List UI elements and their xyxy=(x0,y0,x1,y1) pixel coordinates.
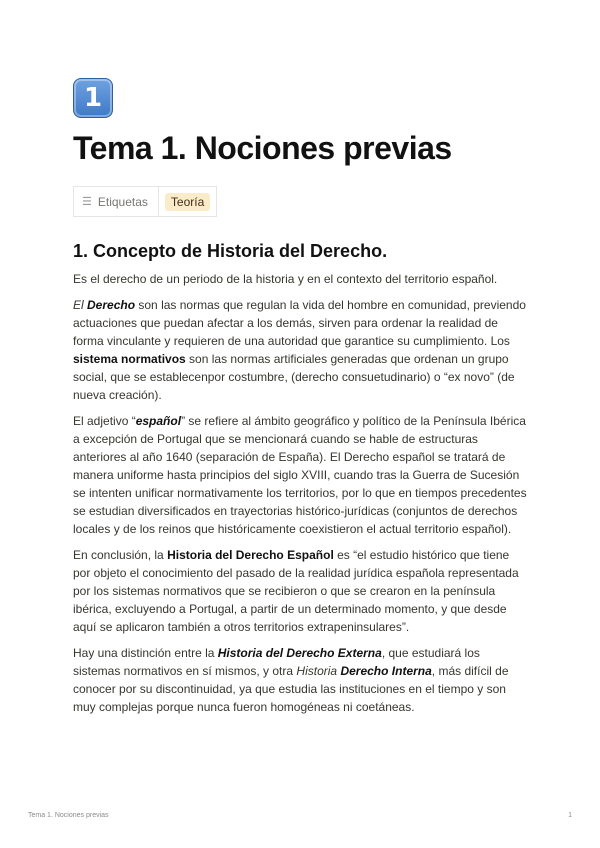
text-run: En conclusión, la xyxy=(73,548,168,562)
list-icon: ☰ xyxy=(82,196,92,208)
keycap-one-icon xyxy=(73,78,113,118)
text-run: El xyxy=(73,298,88,312)
property-label xyxy=(74,187,159,216)
text-run: , más difícil de conocer por su discontinuidad, ya que estudia las instituciones en el tiempo y son muy complejas porque nunca fueron homogéneas ni coetáneas. xyxy=(73,664,509,714)
emphasis-espanol: español xyxy=(135,414,182,428)
emphasis-derecho-interna: Derecho Interna xyxy=(340,664,432,678)
properties-row xyxy=(73,186,217,217)
text-run: Hay una distinción entre la xyxy=(73,646,218,660)
page-icon-glyph: 1 xyxy=(83,83,103,113)
page-content xyxy=(73,78,528,716)
text-run: es “el estudio histórico que tiene por objeto el conocimiento del pasado de la realidad jurídica española representada por los sistemas normativos que se recibieron o que se crearon en la península ibérica, excluyendo a Portugal, a partir de un determinado momento, y que desde aquí se aplicaron también a otros territorios extrapeninsulares”. xyxy=(73,548,519,634)
text-run: ” se refiere al ámbito geográfico y político de la Península Ibérica a excepción de Portugal que se mencionará cuando se hable de estructuras anteriores al año 1640 (separación de España). El Derecho español se tratará de manera uniforme hasta principios del siglo XVIII, cuando tras la Guerra de Sucesión se intenten unificar normativamente los territorios, por lo que en tiempos precedentes se estudian diversificados en trayectorias histórico-jurídicas (conjuntos de derechos locales y de los reinos que históricamente coexistieron el actual territorio español). xyxy=(73,414,527,536)
paragraph-3 xyxy=(73,412,528,538)
page-title: Tema 1. Nociones previas xyxy=(73,130,452,166)
paragraph-2 xyxy=(73,296,528,404)
paragraph-5 xyxy=(73,644,528,716)
property-value[interactable] xyxy=(159,187,216,216)
footer-title: Tema 1. Nociones previas xyxy=(28,812,109,819)
section-heading: 1. Concepto de Historia del Derecho. xyxy=(73,241,388,261)
emphasis-historia-derecho-espanol: Historia del Derecho Español xyxy=(167,548,334,562)
text-run: son las normas que regulan la vida del hombre en comunidad, previendo actuaciones que puedan afectar a los demás, sirven para ordenar la realidad de forma vinculante y requieren de una autoridad que garantice su cumplimiento. Los xyxy=(73,298,526,348)
property-label-text: Etiquetas xyxy=(97,194,148,209)
emphasis-sistema-normativos: sistema normativos xyxy=(73,352,186,366)
text-run-italic: Historia xyxy=(296,664,338,678)
paragraph-4 xyxy=(73,546,528,636)
page-number: 1 xyxy=(568,812,572,819)
emphasis-derecho-externa: Historia del Derecho Externa xyxy=(217,646,382,660)
paragraph-1: Es el derecho de un periodo de la historia y en el contexto del territorio español. xyxy=(73,272,498,286)
tag-teoria[interactable]: Teoría xyxy=(165,193,210,211)
text-run: , que estudiará los sistemas normativos en sí mismos, y otra xyxy=(73,646,480,678)
text-run: El adjetivo “ xyxy=(73,414,136,428)
page-footer xyxy=(28,812,572,819)
text-run: son las normas artificiales generadas que ordenan un grupo social, que se establecenpor costumbre, (derecho consuetudinario) o “ex novo” (de nueva creación). xyxy=(73,352,515,402)
emphasis-derecho: Derecho xyxy=(87,298,136,312)
